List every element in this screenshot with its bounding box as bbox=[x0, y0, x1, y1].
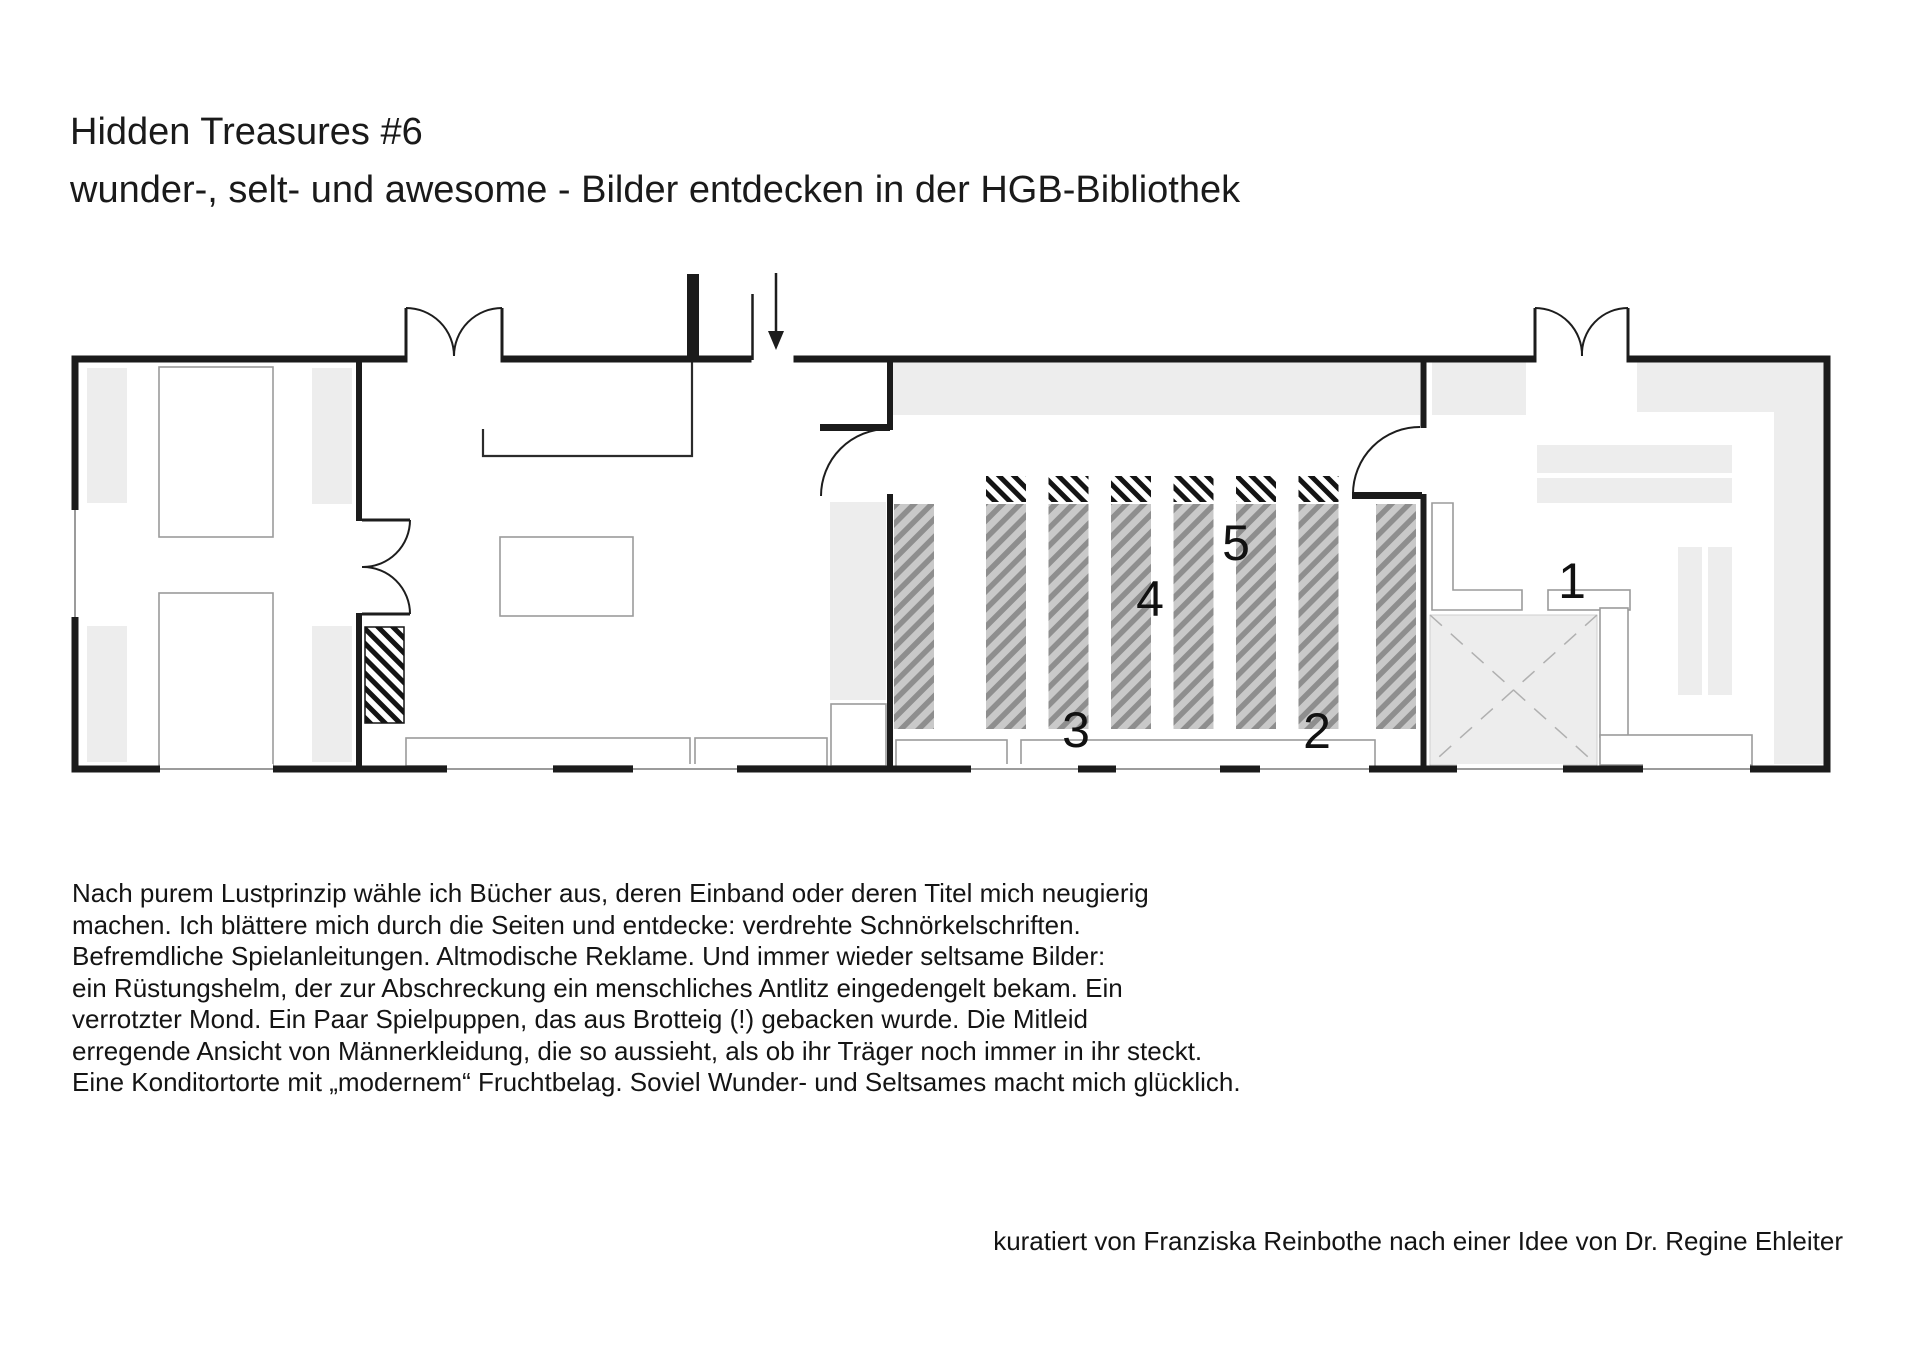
shelf-endcap-hatched bbox=[1049, 476, 1089, 502]
marker-5: 5 bbox=[1222, 515, 1250, 571]
table bbox=[695, 738, 827, 766]
table bbox=[159, 367, 273, 537]
shelf-endcap-hatched bbox=[986, 476, 1026, 502]
description-line: erregende Ansicht von Männerkleidung, die so aussieht, als ob ihr Träger noch immer in ihr steckt. bbox=[72, 1035, 1203, 1066]
right-room-furniture bbox=[1430, 362, 1824, 765]
bookshelf-column bbox=[1049, 504, 1089, 729]
entrance bbox=[687, 273, 784, 362]
table-gray bbox=[1537, 478, 1732, 503]
description-line: Eine Konditortorte mit „modernem“ Fruchtbelag. Soviel Wunder- und Seltsames macht mich glücklich. bbox=[72, 1067, 1241, 1097]
bookshelf-column bbox=[1174, 504, 1214, 729]
bookshelf-column bbox=[986, 504, 1026, 729]
table bbox=[159, 593, 273, 765]
marker-3: 3 bbox=[1062, 702, 1090, 758]
entrance-door-leaf bbox=[687, 274, 699, 362]
table-gray bbox=[1537, 445, 1732, 473]
shelf-endcap-hatched bbox=[1174, 476, 1214, 502]
shelf-endcap-hatched bbox=[1236, 476, 1276, 502]
page-title: Hidden Treasures #6 bbox=[70, 111, 423, 153]
shelf-endcap-hatched bbox=[1111, 476, 1151, 502]
door-middle-room-west bbox=[820, 424, 890, 496]
stairs bbox=[1430, 615, 1597, 765]
description-line: verrotzter Mond. Ein Paar Spielpuppen, das aus Brotteig (!) gebacken wurde. Die Mitleid bbox=[72, 1004, 1088, 1034]
partition-line bbox=[483, 362, 692, 456]
shelf-strip bbox=[87, 626, 127, 762]
entrance-arrow-icon bbox=[768, 273, 784, 350]
left-room-furniture bbox=[87, 367, 352, 765]
door-middle-room-east bbox=[1352, 427, 1422, 499]
shelf-band bbox=[893, 362, 1420, 415]
description-line: ein Rüstungshelm, der zur Abschreckung ein menschliches Antlitz eingedengelt bekam. Ein bbox=[72, 972, 1123, 1003]
bookshelf-column bbox=[1376, 504, 1416, 729]
description-paragraph bbox=[72, 878, 1241, 1099]
shelf-endcap-hatched bbox=[1299, 476, 1339, 502]
shelf-strip bbox=[312, 368, 352, 504]
double-door-left-room bbox=[362, 520, 410, 614]
description-line: Befremdliche Spielanleitungen. Altmodische Reklame. Und immer wieder seltsame Bilder: bbox=[72, 941, 1106, 971]
table bbox=[406, 738, 690, 766]
middle-room-furniture bbox=[893, 362, 1420, 768]
middle-left-room-furniture bbox=[365, 362, 886, 766]
bookshelf-column bbox=[894, 504, 934, 729]
table bbox=[896, 740, 1007, 768]
marker-4: 4 bbox=[1136, 571, 1164, 627]
shelf-band bbox=[1637, 362, 1824, 412]
shelf-strip bbox=[87, 368, 127, 503]
shelf-strip bbox=[830, 502, 886, 700]
table bbox=[500, 537, 633, 616]
page-subtitle: wunder-, selt- und awesome - Bilder entdecken in der HGB-Bibliothek bbox=[70, 169, 1241, 211]
shelf-strip bbox=[1708, 547, 1732, 695]
bookshelf-column bbox=[1299, 504, 1339, 729]
double-door-top-right bbox=[1535, 308, 1628, 356]
marker-2: 2 bbox=[1303, 703, 1331, 759]
marked-shelf-hatched bbox=[365, 627, 404, 723]
shelf-band bbox=[1432, 362, 1526, 415]
shelf-strip bbox=[1678, 547, 1702, 695]
curator-credit: kuratiert von Franziska Reinbothe nach einer Idee von Dr. Regine Ehleiter bbox=[993, 1226, 1843, 1256]
description-line: Nach purem Lustprinzip wähle ich Bücher aus, deren Einband oder deren Titel mich neugierig bbox=[72, 878, 1149, 908]
counter bbox=[831, 704, 886, 766]
double-door-top-left bbox=[406, 308, 502, 356]
marker-1: 1 bbox=[1558, 553, 1586, 609]
description-line: machen. Ich blättere mich durch die Seiten und entdecke: verdrehte Schnörkelschriften. bbox=[72, 909, 1081, 940]
counter-L bbox=[1432, 503, 1522, 610]
shelf-strip bbox=[1774, 412, 1824, 764]
shelf-strip bbox=[312, 626, 352, 762]
